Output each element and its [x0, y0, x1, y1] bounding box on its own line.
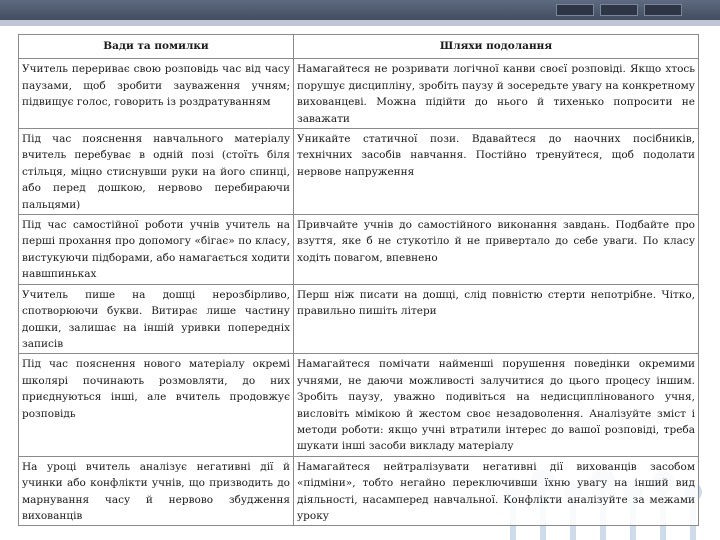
column-header-problems: Вади та помилки	[19, 35, 294, 59]
solution-cell: Уникайте статичної пози. Вдавайтеся до наочних посібників, технічних засобів навчання. Постійно тренуйтеся, щоб подолати нервове напруження	[294, 129, 699, 215]
table-row	[19, 354, 699, 456]
solution-cell: Намагайтеся помічати найменші порушення поведінки окремими учнями, не даючи можливості залучитися до цього процесу іншим. Зробіть паузу, уважно подивіться на недисциплінованого учня, висловіть мімікою й жестом своє незадоволення. Аналізуйте зміст і методи роботи: якщо учні втратили інтерес до вашої розповіді, треба шукати інші засоби викладу матеріалу	[294, 354, 699, 456]
top-band	[0, 0, 720, 20]
table-header-row	[19, 35, 699, 59]
problem-cell: Під час самостійної роботи учнів учитель на перші прохання про допомогу «бігає» по класу, вистукуючи підборами, або намагається ходити навшпиньках	[19, 215, 294, 285]
top-accent-bar	[0, 20, 720, 26]
comparison-table-container	[18, 34, 698, 526]
header-tab	[556, 4, 594, 16]
table-row	[19, 129, 699, 215]
table-row	[19, 456, 699, 526]
solution-cell: Привчайте учнів до самостійного виконання завдань. Подбайте про взуття, яке б не стукотіло й не привертало до себе уваги. По класу ходіть повагом, впевнено	[294, 215, 699, 285]
table-row	[19, 284, 699, 354]
comparison-table	[18, 34, 699, 526]
table-row	[19, 215, 699, 285]
problem-cell: На уроці вчитель аналізує негативні дії й учинки або конфлікти учнів, що призводить до марнування часу й нервово збудження вихованців	[19, 456, 294, 526]
column-header-solutions: Шляхи подолання	[294, 35, 699, 59]
solution-cell: Намагайтеся не розривати логічної канви своєї розповіді. Якщо хтось порушує дисципліну, зробіть паузу й зосередьте увагу на конкретному вихованцеві. Можна підійти до нього й тихенько попросити не заважати	[294, 59, 699, 129]
table-row	[19, 59, 699, 129]
problem-cell: Під час пояснення навчального матеріалу вчитель перебуває в одній позі (стоїть біля стільця, міцно стиснувши руки на його спинці, або перед дошкою, нервово перебираючи пальцями)	[19, 129, 294, 215]
problem-cell: Учитель перериває свою розповідь час від часу паузами, щоб зробити зауваження учням; підвищує голос, говорить із роздратуванням	[19, 59, 294, 129]
solution-cell: Намагайтеся нейтралізувати негативні дії вихованців засобом «підміни», тобто негайно переключивши їхню увагу на інший вид діяльності, насамперед навчальної. Конфлікти аналізуйте за межами уроку	[294, 456, 699, 526]
header-tab	[644, 4, 682, 16]
problem-cell: Під час пояснення нового матеріалу окремі школярі починають розмовляти, до них приєднуються інші, але вчитель продовжує розповідь	[19, 354, 294, 456]
problem-cell: Учитель пише на дошці нерозбірливо, спотворюючи букви. Витирає лише частину дошки, залишає на іншій уривки попередніх записів	[19, 284, 294, 354]
solution-cell: Перш ніж писати на дошці, слід повністю стерти непотрібне. Чітко, правильно пишіть літери	[294, 284, 699, 354]
header-tab	[600, 4, 638, 16]
